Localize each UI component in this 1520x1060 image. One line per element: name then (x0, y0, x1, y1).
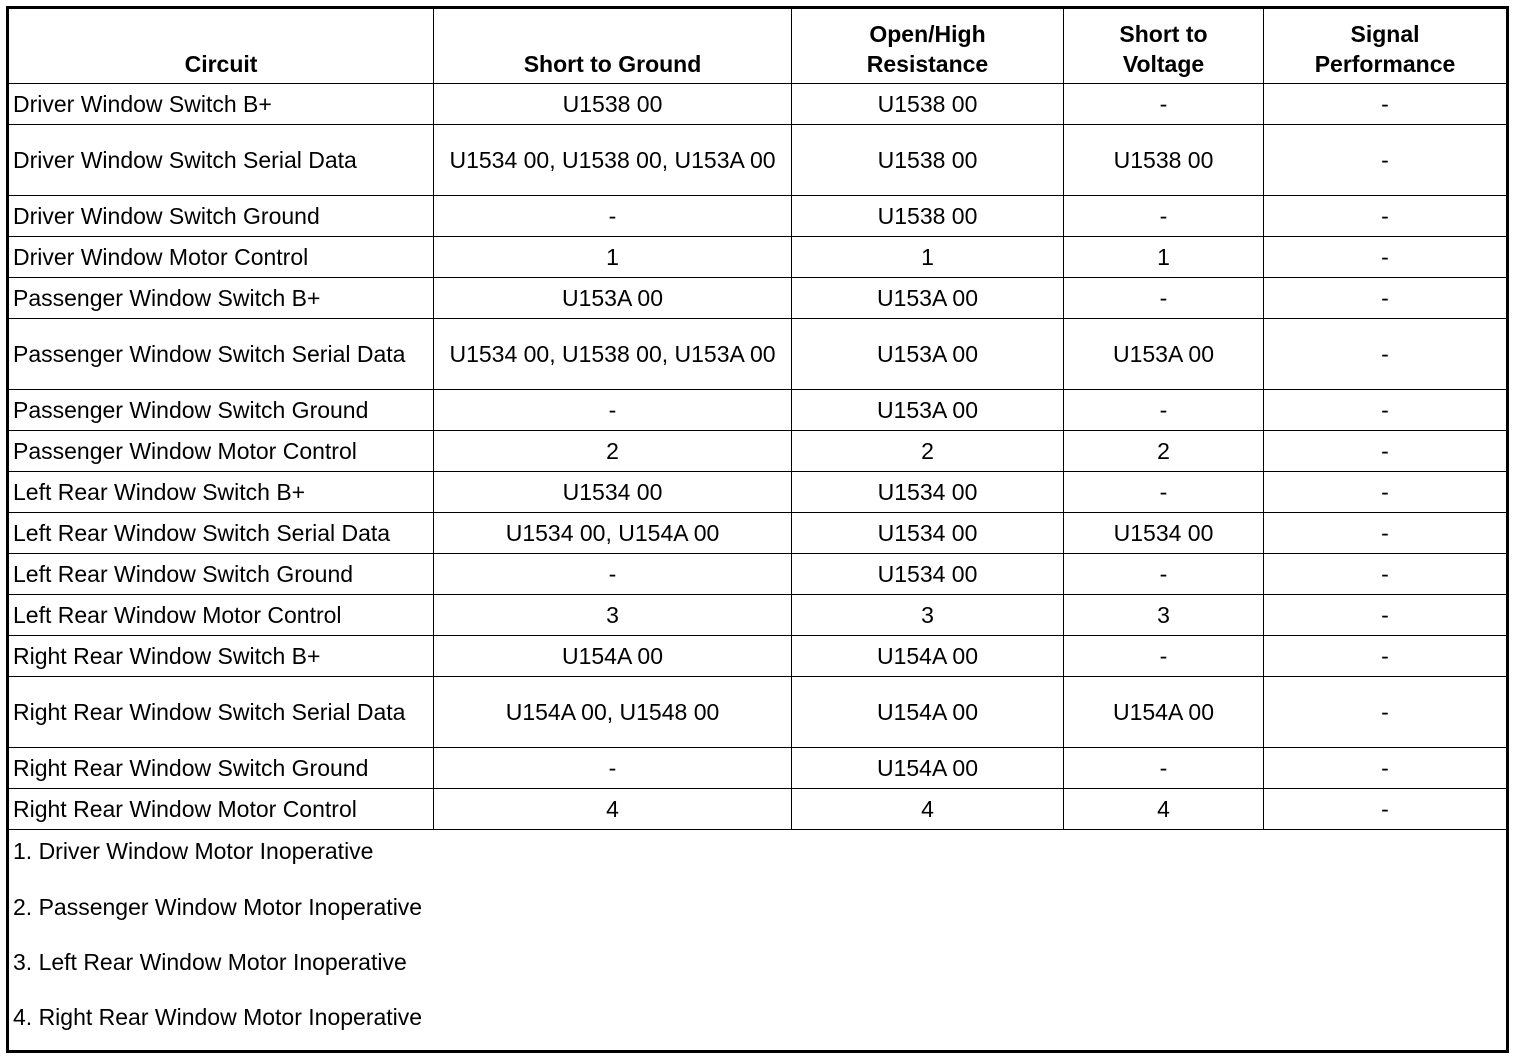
signal-performance-cell: - (1264, 636, 1508, 677)
table-row (8, 431, 1508, 472)
table-body (8, 84, 1508, 830)
open-high-resistance-cell: 1 (792, 237, 1064, 278)
table-row (8, 748, 1508, 789)
table-row (8, 84, 1508, 125)
open-high-resistance-cell: U1538 00 (792, 196, 1064, 237)
short-to-voltage-cell: - (1064, 196, 1264, 237)
circuit-name-cell: Passenger Window Switch Serial Data (8, 319, 434, 390)
open-high-resistance-cell: U1534 00 (792, 513, 1064, 554)
circuit-name-cell: Driver Window Switch B+ (8, 84, 434, 125)
open-high-resistance-cell: U154A 00 (792, 636, 1064, 677)
short-to-voltage-cell: U153A 00 (1064, 319, 1264, 390)
short-to-ground-cell: U153A 00 (434, 278, 792, 319)
circuit-name-cell: Passenger Window Motor Control (8, 431, 434, 472)
note-2: 2. Passenger Window Motor Inoperative (13, 894, 423, 920)
open-high-resistance-cell: U1534 00 (792, 554, 1064, 595)
open-high-resistance-cell: U153A 00 (792, 319, 1064, 390)
open-high-resistance-cell: U154A 00 (792, 677, 1064, 748)
circuit-name-cell: Right Rear Window Switch Serial Data (8, 677, 434, 748)
signal-performance-cell: - (1264, 748, 1508, 789)
table-row (8, 278, 1508, 319)
circuit-name-cell: Right Rear Window Switch B+ (8, 636, 434, 677)
table-row (8, 789, 1508, 830)
table-row (8, 237, 1508, 278)
circuit-name-cell: Driver Window Switch Ground (8, 196, 434, 237)
short-to-voltage-cell: U1538 00 (1064, 125, 1264, 196)
open-high-resistance-cell: U1538 00 (792, 84, 1064, 125)
short-to-ground-cell: - (434, 554, 792, 595)
short-to-ground-cell: 4 (434, 789, 792, 830)
short-to-voltage-cell: - (1064, 390, 1264, 431)
open-high-resistance-cell: U153A 00 (792, 390, 1064, 431)
signal-performance-cell: - (1264, 431, 1508, 472)
short-to-ground-cell: U154A 00, U1548 00 (434, 677, 792, 748)
short-to-ground-cell: U1534 00, U1538 00, U153A 00 (434, 319, 792, 390)
short-to-ground-cell: U1534 00 (434, 472, 792, 513)
short-to-ground-cell: - (434, 196, 792, 237)
signal-performance-cell: - (1264, 196, 1508, 237)
header-open-high-resistance: Open/High Resistance (792, 8, 1064, 84)
short-to-ground-cell: U154A 00 (434, 636, 792, 677)
signal-performance-cell: - (1264, 513, 1508, 554)
table-row (8, 125, 1508, 196)
circuit-name-cell: Right Rear Window Motor Control (8, 789, 434, 830)
short-to-voltage-cell: 2 (1064, 431, 1264, 472)
signal-performance-cell: - (1264, 278, 1508, 319)
short-to-ground-cell: 1 (434, 237, 792, 278)
short-to-voltage-cell: U1534 00 (1064, 513, 1264, 554)
signal-performance-cell: - (1264, 390, 1508, 431)
circuit-name-cell: Left Rear Window Motor Control (8, 595, 434, 636)
header-signal-performance: Signal Performance (1264, 8, 1508, 84)
header-row (8, 8, 1508, 84)
short-to-voltage-cell: - (1064, 278, 1264, 319)
signal-performance-cell: - (1264, 677, 1508, 748)
signal-performance-cell: - (1264, 125, 1508, 196)
open-high-resistance-cell: 2 (792, 431, 1064, 472)
circuit-name-cell: Left Rear Window Switch Ground (8, 554, 434, 595)
note-1: 1. Driver Window Motor Inoperative (13, 838, 374, 864)
circuit-name-cell: Passenger Window Switch Ground (8, 390, 434, 431)
short-to-voltage-cell: - (1064, 472, 1264, 513)
circuit-name-cell: Passenger Window Switch B+ (8, 278, 434, 319)
signal-performance-cell: - (1264, 237, 1508, 278)
signal-performance-cell: - (1264, 595, 1508, 636)
table-row (8, 390, 1508, 431)
short-to-ground-cell: 2 (434, 431, 792, 472)
open-high-resistance-cell: 3 (792, 595, 1064, 636)
circuit-name-cell: Left Rear Window Switch Serial Data (8, 513, 434, 554)
signal-performance-cell: - (1264, 319, 1508, 390)
open-high-resistance-cell: U1534 00 (792, 472, 1064, 513)
table-row (8, 319, 1508, 390)
signal-performance-cell: - (1264, 789, 1508, 830)
short-to-voltage-cell: - (1064, 748, 1264, 789)
open-high-resistance-cell: U153A 00 (792, 278, 1064, 319)
short-to-voltage-cell: 1 (1064, 237, 1264, 278)
note-4: 4. Right Rear Window Motor Inoperative (13, 1004, 423, 1030)
table-row (8, 595, 1508, 636)
header-short-to-ground: Short to Ground (434, 8, 792, 84)
notes-cell (8, 830, 1508, 1052)
table-row (8, 196, 1508, 237)
short-to-ground-cell: 3 (434, 595, 792, 636)
circuit-name-cell: Left Rear Window Switch B+ (8, 472, 434, 513)
notes-row (8, 830, 1508, 1052)
short-to-voltage-cell: 3 (1064, 595, 1264, 636)
circuit-name-cell: Driver Window Motor Control (8, 237, 434, 278)
short-to-voltage-cell: - (1064, 636, 1264, 677)
short-to-voltage-cell: U154A 00 (1064, 677, 1264, 748)
circuit-name-cell: Right Rear Window Switch Ground (8, 748, 434, 789)
short-to-ground-cell: - (434, 390, 792, 431)
table-row (8, 677, 1508, 748)
note-3: 3. Left Rear Window Motor Inoperative (13, 949, 407, 975)
short-to-voltage-cell: 4 (1064, 789, 1264, 830)
table-row (8, 554, 1508, 595)
short-to-ground-cell: - (434, 748, 792, 789)
header-short-to-voltage: Short to Voltage (1064, 8, 1264, 84)
table-row (8, 636, 1508, 677)
short-to-ground-cell: U1538 00 (434, 84, 792, 125)
circuit-dtc-table (6, 6, 1509, 1053)
open-high-resistance-cell: U1538 00 (792, 125, 1064, 196)
table-row (8, 513, 1508, 554)
short-to-voltage-cell: - (1064, 84, 1264, 125)
table-row (8, 472, 1508, 513)
short-to-ground-cell: U1534 00, U154A 00 (434, 513, 792, 554)
circuit-name-cell: Driver Window Switch Serial Data (8, 125, 434, 196)
open-high-resistance-cell: U154A 00 (792, 748, 1064, 789)
signal-performance-cell: - (1264, 554, 1508, 595)
short-to-ground-cell: U1534 00, U1538 00, U153A 00 (434, 125, 792, 196)
header-circuit: Circuit (8, 8, 434, 84)
open-high-resistance-cell: 4 (792, 789, 1064, 830)
short-to-voltage-cell: - (1064, 554, 1264, 595)
signal-performance-cell: - (1264, 84, 1508, 125)
signal-performance-cell: - (1264, 472, 1508, 513)
